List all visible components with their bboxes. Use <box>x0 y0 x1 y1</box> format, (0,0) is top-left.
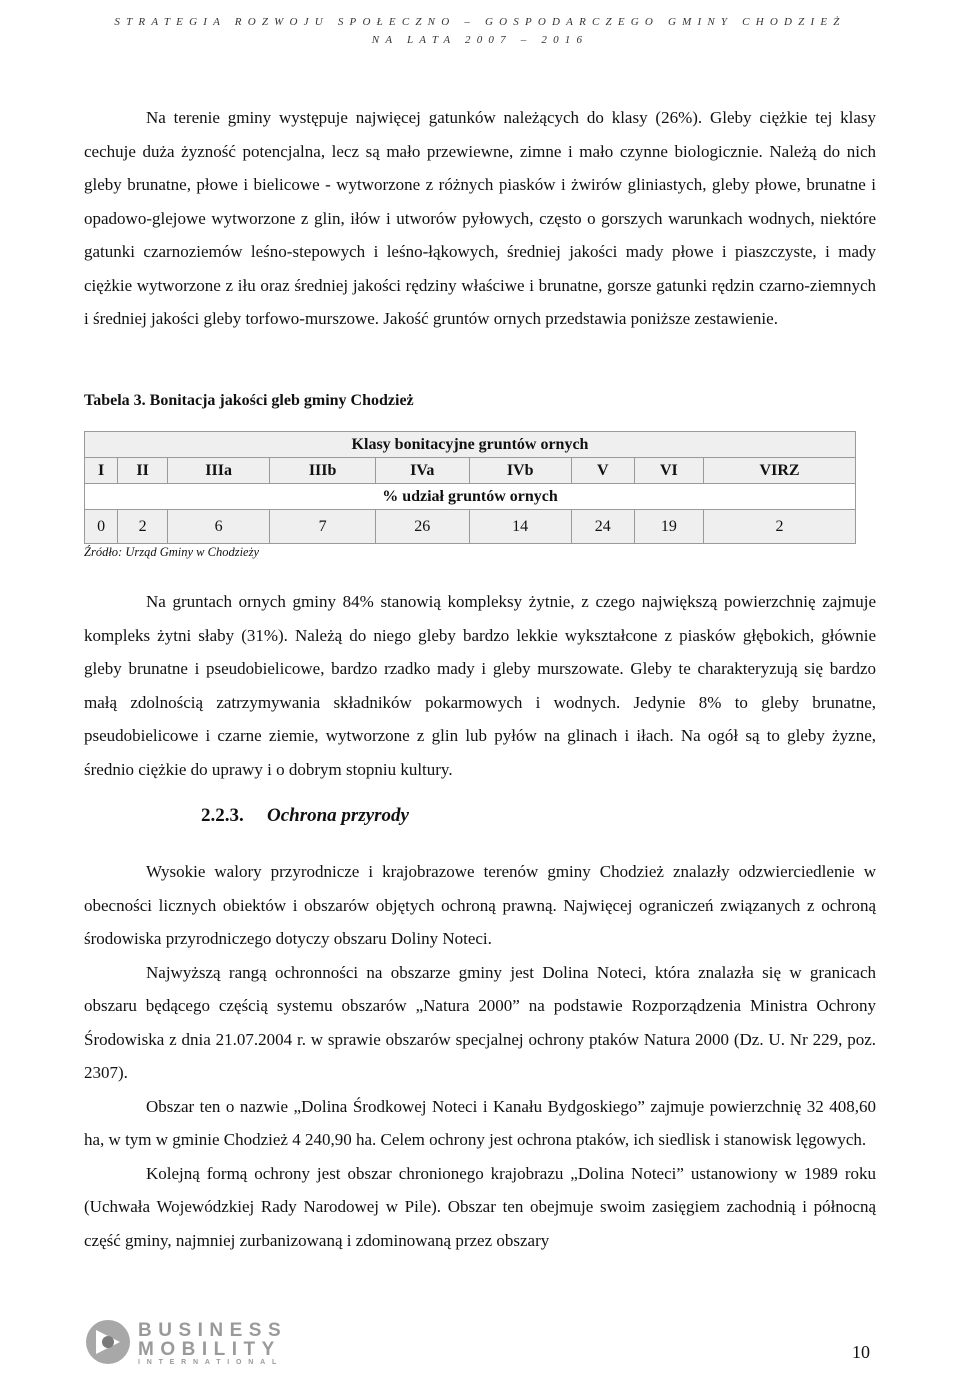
table-values-row <box>85 510 856 544</box>
table-column-header: IIIb <box>270 458 376 484</box>
table-column-header: IVb <box>469 458 571 484</box>
section-number: 2.2.3. <box>201 805 244 826</box>
table-value-cell: 19 <box>634 510 703 544</box>
paragraph-group-bottom <box>84 855 876 1257</box>
table-value-cell: 26 <box>375 510 469 544</box>
table-column-header: IIIa <box>167 458 269 484</box>
table-value-cell: 0 <box>85 510 118 544</box>
table-value-cell: 14 <box>469 510 571 544</box>
table-column-header: VIRZ <box>704 458 856 484</box>
table-column-header: I <box>85 458 118 484</box>
page-number: 10 <box>852 1342 870 1362</box>
table-unit-header: % udział gruntów ornych <box>85 484 856 510</box>
paragraph: Na gruntach ornych gminy 84% stanowią kompleksy żytnie, z czego największą powierzchnię zajmuje kompleks żytni słaby (31%). Należą do niego gleby bardzo lekkie wykształcone z piasków głębokich, głównie gleby brunatne i pseudobielicowe, bardzo rzadko mady i gleby murszowate. Gleby te charakteryzują się bardzo małą zdolnością zatrzymywania składników pokarmowych i wodnych. Jedynie 8% to gleby brunatne, pseudobielicowe i czarne ziemie, wytworzone z glin lub pyłów na glinach i iłach. Na ogół są to gleby żyzne, średnio ciężkie do uprawy i o dobrym stopniu kultury. <box>84 592 876 779</box>
table-value-cell: 24 <box>571 510 634 544</box>
table-value-cell: 2 <box>704 510 856 544</box>
section-heading <box>201 805 409 827</box>
table-column-header: VI <box>634 458 703 484</box>
paragraph: Kolejną formą ochrony jest obszar chronionego krajobrazu „Dolina Noteci” ustanowiony w 1989 roku (Uchwała Wojewódzkiej Rady Narodowej w Pile). Obszar ten obejmuje swoim zasięgiem zachodnią i północną część gminy, najmniej zurbanizowaną i zdominowaną przez obszary <box>84 1163 876 1250</box>
table-source-note: Źródło: Urząd Gminy w Chodzieży <box>84 545 260 559</box>
paragraph-group-middle <box>84 585 876 786</box>
paragraph: Obszar ten o nazwie „Dolina Środkowej Noteci i Kanału Bydgoskiego” zajmuje powierzchnię 32 408,60 ha, w tym w gminie Chodzież 4 240,90 ha. Celem ochrony jest ochrona ptaków, ich siedlisk i stanowisk lęgowych. <box>84 1096 876 1149</box>
logo-word-international: INTERNATIONAL <box>138 1359 284 1366</box>
logo-word-mobility: MOBILITY <box>138 1339 281 1360</box>
table-column-header: IVa <box>375 458 469 484</box>
table-caption: Tabela 3. Bonitacja jakości gleb gminy Chodzież <box>84 392 414 409</box>
paragraph: Najwyższą rangą ochronności na obszarze gminy jest Dolina Noteci, która znalazła się w granicach obszaru będącego częścią systemu obszarów „Natura 2000” na podstawie Rozporządzenia Ministra Ochrony Środowiska z dnia 21.07.2004 r. w sprawie obszarów specjalnej ochrony ptaków Natura 2000 (Dz. U. Nr 229, poz. 2307). <box>84 962 876 1082</box>
table-value-cell: 2 <box>118 510 168 544</box>
table-column-header: II <box>118 458 168 484</box>
paragraph: Na terenie gminy występuje najwięcej gatunków należących do klasy (26%). Gleby ciężkie tej klasy cechuje duża żyzność potencjalna, lecz są mało przewiewne, zimne i mało czynne biologicznie. Należą do nich gleby brunatne, płowe i bielicowe - wytworzone z różnych piasków i żwirów gliniastych, gleby płowe, brunatne i opadowo-glejowe wytworzone z glin, iłów i utworów pyłowych, często o gorszych warunkach wodnych, niektóre gatunki czarnoziemów leśno-stepowych i leśno-łąkowych, średniej jakości mady płowe i piaszczyste, i mady ciężkie wytworzone z iłu oraz średniej jakości rędziny właściwe i brunatne, gorsze gatunki rędzin czarno-ziemnych i średniej jakości gleby torfowo-murszowe. Jakość gruntów ornych przedstawia poniższe zestawienie. <box>84 108 876 328</box>
table-column-header: V <box>571 458 634 484</box>
soil-quality-table <box>84 431 856 544</box>
logo-word-business: BUSINESS <box>138 1320 288 1341</box>
table-group-header: Klasy bonitacyjne gruntów ornych <box>85 432 856 458</box>
logo-mark-icon <box>84 1318 132 1366</box>
section-title: Ochrona przyrody <box>267 805 409 826</box>
running-header-line-1: STRATEGIA ROZWOJU SPOŁECZNO – GOSPODARCZEGO GMINY CHODZIEŻ <box>114 16 846 28</box>
table-column-headers <box>85 458 856 484</box>
table-value-cell: 6 <box>167 510 269 544</box>
running-header-line-2: NA LATA 2007 – 2016 <box>371 34 589 46</box>
paragraph-group-top <box>84 101 876 336</box>
business-mobility-logo <box>84 1318 314 1370</box>
paragraph: Wysokie walory przyrodnicze i krajobrazowe terenów gminy Chodzież znalazły odzwierciedlenie w obecności licznych obiektów i obszarów objętych ochroną prawną. Najwięcej ograniczeń związanych z ochroną środowiska przyrodniczego dotyczy obszaru Doliny Noteci. <box>84 862 876 948</box>
table-value-cell: 7 <box>270 510 376 544</box>
